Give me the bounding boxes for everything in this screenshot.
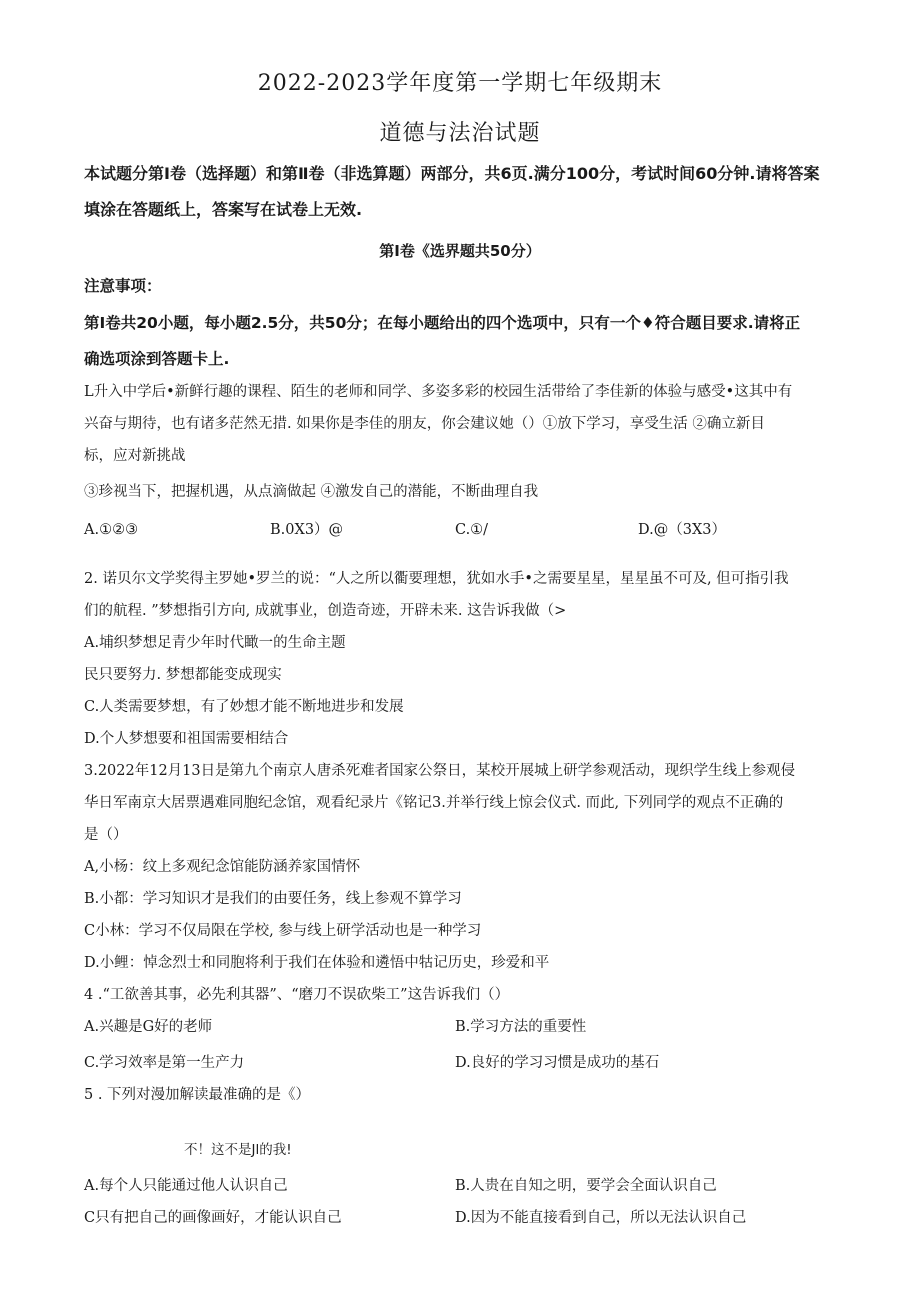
q3-option-d: D.小鲤：悼念烈士和同胞将利于我们在体验和遴悟中牯记历史，珍爱和平 <box>84 955 550 971</box>
q1-stem-line-1: L升入中学后•新鲜行趣的课程、陌生的老师和同学、多姿多彩的校园生活带给了李佳新的体验与感受•这其中有 <box>84 384 793 400</box>
q5-option-b: B.人贵在自知之明，要学会全面认识自己 <box>455 1178 717 1194</box>
q1-option-a: A.①②③ <box>84 522 139 538</box>
q2-option-c: C.人类需要梦想，有了妙想才能不断地进步和发展 <box>84 699 404 715</box>
q4-option-d: D.良好的学习习惯是成功的基石 <box>455 1055 660 1071</box>
q1-stem-line-2: 兴奋与期待，也有诸多茫然无措. 如果你是李佳的朋友，你会建议她（）①放下学习，享受生活 ②确立新目 <box>84 416 765 432</box>
notice-line-2: 确选项涂到答题卡上. <box>84 350 230 368</box>
q1-option-b: B.0X3）@ <box>270 522 344 538</box>
intro-line-2: 填涂在答题纸上，答案写在试卷上无效. <box>84 200 363 219</box>
q4-option-a: A.兴趣是G好的老师 <box>84 1019 213 1035</box>
q5-option-d: D.因为不能直接看到自己，所以无法认识自己 <box>455 1210 747 1226</box>
intro-line-1: 本试题分第Ⅰ卷（选择题）和第Ⅱ卷（非选算题）两部分，共6页.满分100分，考试时间60分钟.请将答案 <box>84 164 820 183</box>
q3-stem-line-2: 华日军南京大居票遇难同胞纪念馆，观看纪录片《铭记3.并举行线上惊会仪式. 而此, 下列同学的观点不正确的 <box>84 795 784 811</box>
section-heading: 第Ⅰ卷《选界题共50分） <box>379 242 541 260</box>
q3-stem-line-3: 是（） <box>84 827 128 843</box>
q2-stem-line-1: 2. 诺贝尔文学奖得主罗她•罗兰的说：“人之所以衢要理想，犹如水手•之需要星星，星星虽不可及, 但可指引我 <box>84 571 789 587</box>
q4-stem: 4 .“工欲善其事，必先利其器”、“磨刀不误砍柴工”这告诉我们（） <box>84 987 510 1003</box>
q1-stem-line-4: ③珍视当下，把握机遇，从点滴做起 ④激发自己的潜能，不断曲理自我 <box>84 484 539 500</box>
q4-option-b: B.学习方法的重要性 <box>455 1019 587 1035</box>
q1-stem-line-3: 标，应对新挑战 <box>84 448 186 464</box>
q2-option-a: A.埔织梦想足青少年时代瞰一的生命主题 <box>84 635 346 651</box>
q3-stem-line-1: 3.2022年12月13日是第九个南京人唐杀死难者国家公祭日，某校开展城上研学参观活动，现织学生线上参观侵 <box>84 763 796 779</box>
q5-stem: 5 . 下列对漫加解读最准确的是《） <box>84 1087 311 1103</box>
q3-option-b: B.小都：学习知识才是我们的由要任务，线上参观不算学习 <box>84 891 462 907</box>
q4-option-c: C.学习效率是第一生产力 <box>84 1055 245 1071</box>
q5-option-a: A.每个人只能通过他人认识自己 <box>84 1178 288 1194</box>
q1-option-c: C.①/ <box>455 522 489 538</box>
cartoon-caption: 不！这不是Jl的我! <box>184 1142 292 1158</box>
exam-title: 2022-2023学年度第一学期七年级期末 <box>257 71 663 96</box>
q5-option-c: C只有把自己的画像画好，才能认识自己 <box>84 1210 342 1226</box>
q3-option-a: A,小杨：纹上多观纪念馆能防涵养家国情怀 <box>84 859 361 875</box>
q1-option-d: D.@（3X3） <box>638 522 726 538</box>
notice-line-1: 第Ⅰ卷共20小题，每小题2.5分，共50分；在每小题给出的四个选项中，只有一个♦符合题目要求.请将正 <box>84 314 801 332</box>
notice-label: 注意事项： <box>84 277 162 295</box>
exam-subject: 道德与法治试题 <box>379 121 541 146</box>
q2-option-b: 民只要努力. 梦想都能变成现实 <box>84 667 282 683</box>
q2-option-d: D.个人梦想要和祖国需要相结合 <box>84 731 289 747</box>
q3-option-c: C小林：学习不仅局限在学校, 参与线上研学活动也是一种学习 <box>84 923 482 939</box>
q2-stem-line-2: 们的航程. ”梦想指引方向, 成就事业，创造奇迹，开辟未来. 这告诉我做（> <box>84 603 567 619</box>
